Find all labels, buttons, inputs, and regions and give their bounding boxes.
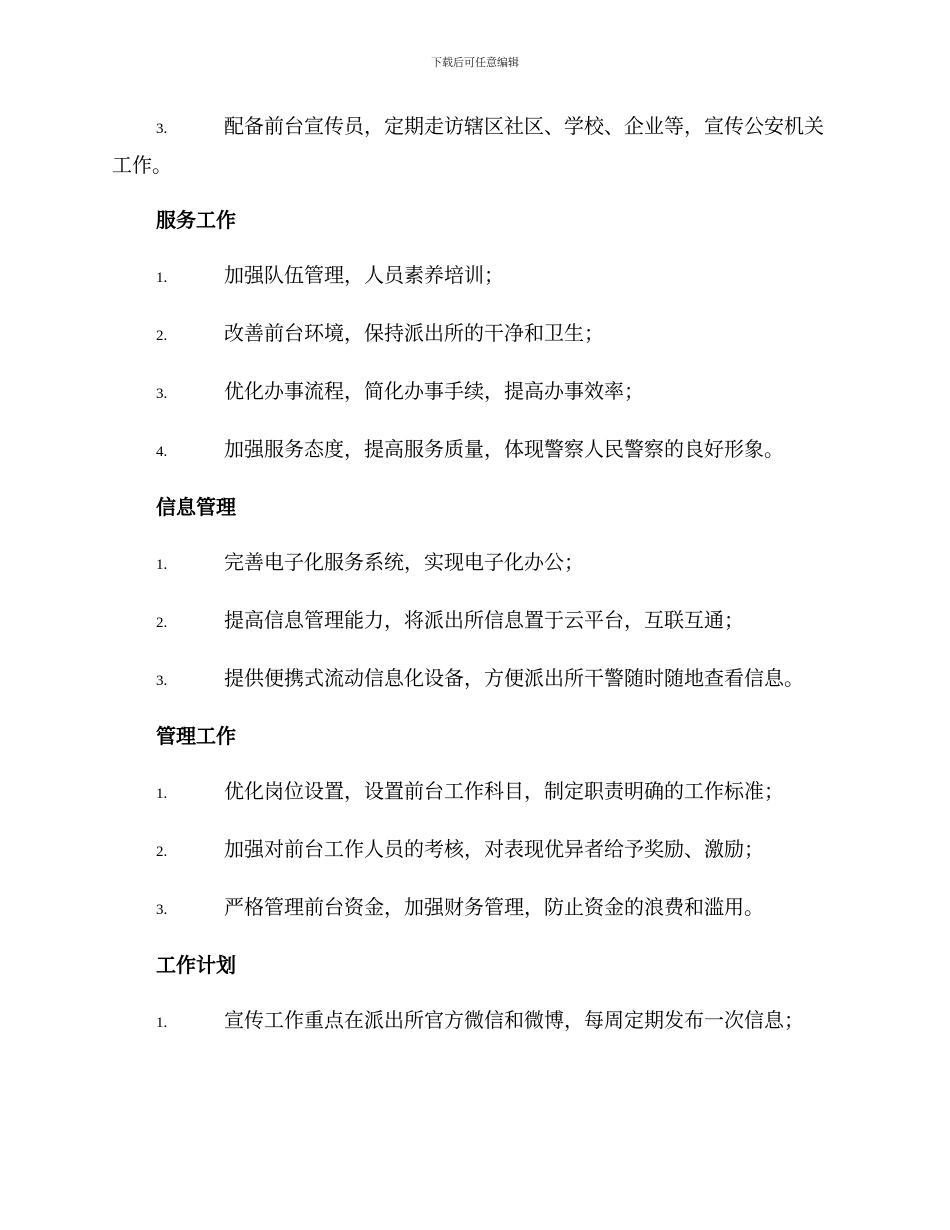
list-item xyxy=(112,1002,832,1041)
list-item-text: 优化办事流程，简化办事手续，提高办事效率； xyxy=(224,379,644,403)
list-item-number: 1. xyxy=(156,557,168,573)
list-item-number: 3. xyxy=(156,902,168,918)
page-header-note: 下载后可任意编辑 xyxy=(431,56,519,69)
section-heading-work-plan: 工作计划 xyxy=(156,953,236,977)
section-heading-service: 服务工作 xyxy=(156,208,236,232)
list-item-number: 3. xyxy=(156,121,168,137)
list-item xyxy=(112,373,832,412)
list-item xyxy=(112,889,832,928)
list-item-text: 改善前台环境，保持派出所的干净和卫生； xyxy=(224,321,604,345)
list-item-text: 优化岗位设置，设置前台工作科目，制定职责明确的工作标准； xyxy=(224,779,784,803)
list-item xyxy=(112,315,832,354)
list-item-number: 2. xyxy=(156,328,168,344)
list-item-number: 1. xyxy=(156,270,168,286)
list-item-text: 加强对前台工作人员的考核，对表现优异者给予奖励、激励； xyxy=(224,837,764,861)
section-heading-information: 信息管理 xyxy=(156,495,236,519)
list-item xyxy=(112,431,832,470)
list-item-text: 宣传工作重点在派出所官方微信和微博，每周定期发布一次信息； xyxy=(224,1008,804,1032)
list-item xyxy=(112,660,832,699)
list-item-number: 2. xyxy=(156,844,168,860)
list-item-text: 严格管理前台资金，加强财务管理，防止资金的浪费和滥用。 xyxy=(224,895,764,919)
list-item-number: 2. xyxy=(156,615,168,631)
list-item-text: 提高信息管理能力，将派出所信息置于云平台，互联互通； xyxy=(224,608,744,632)
list-item-text: 加强队伍管理，人员素养培训； xyxy=(224,263,504,287)
list-item-number: 4. xyxy=(156,444,168,460)
list-item-number: 1. xyxy=(156,786,168,802)
document-body xyxy=(112,108,832,1060)
list-item xyxy=(112,257,832,296)
list-item xyxy=(112,602,832,641)
list-item-number: 3. xyxy=(156,673,168,689)
list-item xyxy=(112,831,832,870)
list-item-text: 配备前台宣传员，定期走访辖区社区、学校、企业等，宣传公安机关工作。 xyxy=(112,114,824,177)
list-item xyxy=(112,544,832,583)
list-item-text: 完善电子化服务系统，实现电子化办公； xyxy=(224,550,584,574)
list-item-number: 1. xyxy=(156,1015,168,1031)
list-item xyxy=(112,108,832,183)
list-item xyxy=(112,773,832,812)
list-item-text: 提供便携式流动信息化设备，方便派出所干警随时随地查看信息。 xyxy=(224,666,804,690)
list-item-text: 加强服务态度，提高服务质量，体现警察人民警察的良好形象。 xyxy=(224,437,784,461)
list-item-number: 3. xyxy=(156,386,168,402)
section-heading-management: 管理工作 xyxy=(156,724,236,748)
